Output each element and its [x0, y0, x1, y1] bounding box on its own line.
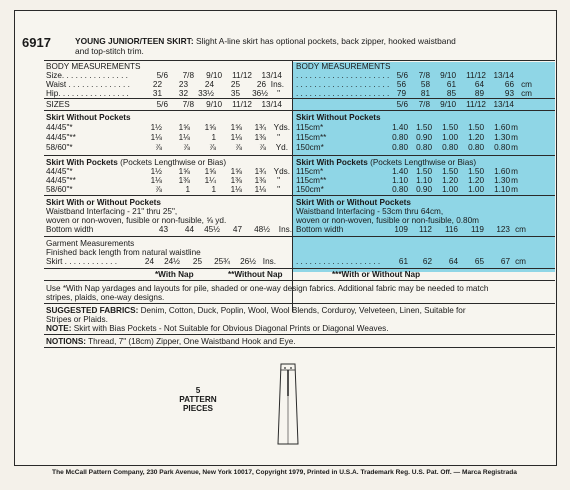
skirt-with-or-without-metric-heading: Skirt With or Without Pockets	[296, 198, 411, 207]
table-cell: 24	[144, 257, 154, 266]
table-cell: 1⅝	[178, 123, 190, 132]
size-row	[136, 71, 282, 80]
table-cell: 24½	[164, 257, 180, 266]
bottom-width-metric-row	[376, 225, 526, 234]
bottom-width-metric-label: Bottom width	[296, 225, 344, 234]
table-cell: m	[511, 133, 518, 142]
table-cell: 0.80	[392, 133, 408, 142]
meterage-row	[376, 123, 518, 132]
size-cell: 11/12	[232, 71, 252, 80]
sizes-row-left	[136, 100, 282, 109]
table-cell: 58	[420, 80, 430, 89]
dots: . . . . . . . . . . . . . . . . . . . . .	[296, 71, 390, 80]
rule	[44, 347, 555, 348]
table-cell: 1.40	[392, 167, 408, 176]
table-cell: 1¼	[204, 176, 216, 185]
interfacing-metric-line-2: woven or non-woven, fusible or non-fusible, 0.80m	[296, 216, 479, 225]
table-cell: cm	[521, 89, 532, 98]
yardage-row	[136, 143, 288, 152]
text-fragment: (Pockets Lengthwise or Bias)	[367, 158, 477, 167]
table-cell: 1.60	[494, 167, 510, 176]
yardage-row	[136, 185, 280, 194]
body-measurements-metric-heading: BODY MEASUREMENTS	[296, 62, 391, 71]
legend-with-nap: *With Nap	[155, 270, 194, 279]
hip-cell: 35	[230, 89, 240, 98]
size-label: Size. . . . . . . . . . . . . . .	[46, 71, 128, 80]
table-cell: 85	[446, 89, 456, 98]
table-cell: 64	[448, 257, 458, 266]
suggested-fabrics-line-2: Stripes or Plaids.	[46, 315, 108, 324]
meterage-row	[376, 133, 518, 142]
table-cell: 119	[470, 225, 484, 234]
row-label: 115cm**	[296, 133, 327, 142]
table-cell: 1⅜	[254, 176, 266, 185]
yardage-row	[136, 133, 280, 142]
row-label: 115cm**	[296, 176, 327, 185]
text-fragment: (Pockets Lengthwise or Bias)	[117, 158, 227, 167]
waist-label: Waist . . . . . . . . . . . . . .	[46, 80, 130, 89]
text-fragment: Skirt With Pockets	[46, 158, 118, 167]
size-cell: 5/6	[156, 100, 168, 109]
pieces-label-2: PIECES	[182, 404, 214, 413]
table-cell: ⅞	[155, 185, 162, 194]
meterage-row	[376, 185, 518, 194]
interfacing-metric-line-1: Waistband Interfacing - 53cm thru 64cm,	[296, 207, 444, 216]
table-top-rule	[44, 60, 555, 61]
table-cell: 1.50	[442, 167, 458, 176]
table-cell: 66	[504, 80, 514, 89]
rule	[44, 268, 555, 269]
table-cell: 1.20	[468, 176, 484, 185]
table-cell: 109	[394, 225, 408, 234]
row-label: 150cm*	[296, 143, 324, 152]
rule	[44, 236, 555, 237]
skirt-back-view-icon	[268, 360, 308, 450]
table-cell: 1½	[150, 123, 162, 132]
table-cell: 1.10	[494, 185, 510, 194]
hip-unit: "	[277, 89, 280, 98]
table-cell: 1.10	[416, 176, 432, 185]
row-label: 44/45"**	[46, 133, 76, 142]
dots: . . . . . . . . . . . . . . . . . . . . .	[296, 80, 390, 89]
table-cell: "	[277, 176, 280, 185]
waist-row-metric	[376, 80, 532, 89]
pattern-number: 6917	[22, 35, 51, 50]
table-cell: Yd.	[275, 143, 288, 152]
table-cell: 1.40	[392, 123, 408, 132]
table-cell: 26½	[240, 257, 256, 266]
row-label: 58/60"*	[46, 185, 73, 194]
legend-with-or-without-nap: ***With or Without Nap	[332, 270, 421, 279]
table-cell: 0.90	[416, 133, 432, 142]
table-cell: ⅞	[183, 143, 190, 152]
suggested-fabrics	[46, 306, 466, 315]
table-cell: 1⅛	[178, 133, 190, 142]
table-cell: cm	[521, 80, 532, 89]
rule	[44, 195, 555, 196]
table-cell: 25¾	[214, 257, 230, 266]
rule	[44, 303, 555, 304]
table-cell: 1¾	[254, 167, 266, 176]
table-cell: 1.00	[442, 133, 458, 142]
size-cell: 13/14	[493, 100, 514, 109]
waist-cell: 23	[178, 80, 188, 89]
table-cell: 1.00	[442, 185, 458, 194]
table-cell: 123	[496, 225, 510, 234]
meterage-row	[376, 176, 518, 185]
waist-row	[136, 80, 284, 89]
table-cell: m	[511, 176, 518, 185]
table-cell: 45½	[204, 225, 220, 234]
size-cell: 11/12	[466, 100, 486, 109]
footer-copyright: The McCall Pattern Company, 230 Park Avenue, New York 10017, Copyright 1979, Printed in U.S.A. Trademark Reg. U.S. Pat. Off. — Marca Registrada	[52, 469, 517, 476]
table-cell: 48½	[254, 225, 270, 234]
table-cell: 1	[211, 133, 216, 142]
table-cell: 25	[192, 257, 202, 266]
size-cell: 9/10	[206, 71, 222, 80]
table-cell: 1⅛	[150, 176, 162, 185]
text-fragment: Skirt With Pockets	[296, 158, 368, 167]
size-row-metric	[376, 71, 514, 80]
text-fragment: Denim, Cotton, Duck, Poplin, Wool, Wool Blends, Corduroy, Velveteen, Linen, Suitable for	[138, 306, 466, 315]
size-cell: 13/14	[261, 71, 282, 80]
meterage-row	[376, 167, 518, 176]
table-cell: Ins.	[262, 257, 276, 266]
table-cell: 13/14	[493, 71, 514, 80]
size-cell: 11/12	[232, 100, 252, 109]
table-cell: ⅞	[235, 143, 242, 152]
pieces-count: 5	[195, 386, 201, 395]
rule	[44, 334, 555, 335]
table-cell: 1⅝	[178, 167, 190, 176]
waist-cell: 26	[256, 80, 266, 89]
skirt-without-pockets-metric-heading: Skirt Without Pockets	[296, 113, 381, 122]
use-note-line-1: Use *With Nap yardages and layouts for pile, shaded or one-way design fabrics. Additional fabric may be needed to match	[46, 284, 489, 293]
table-cell: 1	[211, 185, 216, 194]
table-cell: 81	[420, 89, 430, 98]
size-cell: 5/6	[396, 100, 408, 109]
table-cell: 1.20	[442, 176, 458, 185]
row-label: 115cm*	[296, 167, 324, 176]
table-cell: 44	[184, 225, 194, 234]
description-line-1: Slight A-line skirt has optional pockets, back zipper, hooked waistband	[193, 36, 456, 46]
waist-cell: 25	[230, 80, 240, 89]
hip-row-metric	[376, 89, 532, 98]
yardage-row	[136, 167, 290, 176]
size-cell: 5/6	[156, 71, 168, 80]
table-cell: 112	[418, 225, 432, 234]
table-cell: 0.90	[416, 185, 432, 194]
interfacing-line-1: Waistband Interfacing - 21" thru 25",	[46, 207, 178, 216]
pattern-description	[75, 37, 456, 46]
sizes-row-right	[376, 100, 514, 109]
rule	[44, 98, 555, 99]
hip-cell: 32	[178, 89, 188, 98]
text-fragment: NOTIONS:	[46, 337, 87, 346]
table-cell: 0.80	[392, 185, 408, 194]
row-label: 150cm*	[296, 185, 324, 194]
table-cell: 1.10	[392, 176, 408, 185]
skirt-with-pockets-metric-heading	[296, 158, 476, 167]
row-label: 44/45"*	[46, 167, 73, 176]
waist-cell: 24	[204, 80, 214, 89]
table-cell: 93	[504, 89, 514, 98]
waist-cell: 22	[152, 80, 162, 89]
row-label: 115cm*	[296, 123, 324, 132]
table-cell: 1.50	[442, 123, 458, 132]
table-cell: 1⅝	[230, 123, 242, 132]
dots: . . . . . . . . . . . . . . . . . . .	[296, 257, 381, 266]
table-cell: 1⅛	[254, 185, 266, 194]
size-cell: 7/8	[418, 100, 430, 109]
table-cell: 1.30	[494, 176, 510, 185]
table-cell: "	[277, 185, 280, 194]
table-cell: m	[511, 123, 518, 132]
table-cell: 0.80	[392, 143, 408, 152]
table-cell: 9/10	[440, 71, 456, 80]
table-cell: 67	[500, 257, 510, 266]
table-cell: 1⅝	[230, 167, 242, 176]
sizes-label: SIZES	[46, 100, 70, 109]
text-fragment: NOTE:	[46, 324, 72, 333]
table-cell: 7/8	[418, 71, 430, 80]
body-measurements-heading: BODY MEASUREMENTS	[46, 62, 141, 71]
table-cell: 1⅜	[230, 176, 242, 185]
skirt-without-pockets-heading: Skirt Without Pockets	[46, 113, 131, 122]
table-cell: 1⅛	[150, 133, 162, 142]
table-cell: 1.00	[468, 185, 484, 194]
hip-cell: 33½	[198, 89, 214, 98]
notions	[46, 337, 296, 346]
table-cell: 0.80	[442, 143, 458, 152]
table-cell: m	[511, 185, 518, 194]
table-cell: 61	[398, 257, 408, 266]
text-fragment: Thread, 7" (18cm) Zipper, One Waistband Hook and Eye.	[86, 337, 296, 346]
table-cell: m	[511, 167, 518, 176]
skirt-length-metric-row	[376, 257, 526, 266]
text-fragment: Skirt	[46, 257, 63, 266]
skirt-with-pockets-heading	[46, 158, 226, 167]
size-cell: 7/8	[182, 100, 194, 109]
table-cell: 1⅜	[178, 176, 190, 185]
interfacing-line-2: woven or non-woven, fusible or non-fusible, ⅝ yd.	[46, 216, 227, 225]
size-cell: 9/10	[206, 100, 222, 109]
table-cell: ⅞	[209, 143, 216, 152]
skirt-length-row	[128, 257, 276, 266]
table-cell: 1⅛	[230, 185, 242, 194]
rule	[44, 110, 555, 111]
table-cell: 5/6	[396, 71, 408, 80]
size-cell: 13/14	[261, 100, 282, 109]
bias-note	[46, 324, 389, 333]
table-cell: 0.80	[416, 143, 432, 152]
table-cell: Yds.	[273, 123, 290, 132]
table-cell: 0.80	[468, 143, 484, 152]
table-cell: Ins.	[278, 225, 292, 234]
skirt-with-or-without-heading: Skirt With or Without Pockets	[46, 198, 161, 207]
table-cell: 0.80	[494, 143, 510, 152]
garment-measurements-heading: Garment Measurements	[46, 239, 135, 248]
rule	[44, 280, 555, 281]
table-cell: 62	[422, 257, 432, 266]
hip-label: Hip. . . . . . . . . . . . . . . .	[46, 89, 129, 98]
table-cell: 1⅜	[254, 133, 266, 142]
table-cell: 1.20	[468, 133, 484, 142]
legend-without-nap: **Without Nap	[228, 270, 283, 279]
description-line-2: and top-stitch trim.	[75, 46, 144, 56]
skirt-length-label: Skirt . . . . . . . . . . . .	[46, 257, 117, 266]
row-label: 44/45"**	[46, 176, 76, 185]
finished-length-note: Finished back length from natural waistline	[46, 248, 201, 257]
hip-row	[136, 89, 280, 98]
table-cell: 1⅝	[204, 123, 216, 132]
bottom-width-label: Bottom width	[46, 225, 94, 234]
table-cell: 1.50	[468, 123, 484, 132]
table-cell: 1.50	[416, 123, 432, 132]
row-label: 58/60"*	[46, 143, 73, 152]
table-cell: 61	[446, 80, 456, 89]
table-cell: 47	[232, 225, 242, 234]
hip-cell: 36½	[252, 89, 268, 98]
table-cell: 64	[474, 80, 484, 89]
text-fragment: SUGGESTED FABRICS:	[46, 306, 139, 315]
yardage-row	[136, 176, 280, 185]
table-cell: 1.50	[416, 167, 432, 176]
waist-unit: Ins.	[270, 80, 284, 89]
meterage-row	[376, 143, 518, 152]
table-cell: "	[277, 133, 280, 142]
dots: . . . . . . . . . . . . . . . . . . . . .	[296, 89, 390, 98]
table-cell: 1.60	[494, 123, 510, 132]
table-cell: 11/12	[466, 71, 486, 80]
rule	[44, 155, 555, 156]
text-fragment: Skirt with Bias Pockets - Not Suitable for Obvious Diagonal Prints or Diagonal Weaves.	[71, 324, 389, 333]
table-cell: 116	[444, 225, 458, 234]
yardage-row	[136, 123, 290, 132]
size-cell: 9/10	[440, 100, 456, 109]
table-cell: 79	[396, 89, 406, 98]
size-cell: 7/8	[182, 71, 194, 80]
pattern-title: YOUNG JUNIOR/TEEN SKIRT:	[75, 36, 194, 46]
bottom-width-row	[136, 225, 292, 234]
table-cell: m	[511, 143, 518, 152]
table-cell: 1⅝	[204, 167, 216, 176]
table-cell: 1	[185, 185, 190, 194]
table-cell: 1⅛	[230, 133, 242, 142]
table-cell: 65	[474, 257, 484, 266]
table-cell: cm	[515, 257, 526, 266]
pieces-label-1: PATTERN	[179, 395, 217, 404]
row-label: 44/45"*	[46, 123, 73, 132]
table-cell: Yds.	[273, 167, 290, 176]
table-cell: 1.50	[468, 167, 484, 176]
table-cell: 56	[396, 80, 406, 89]
table-cell: cm	[515, 225, 526, 234]
use-note-line-2: stripes, plaids, one-way designs.	[46, 293, 165, 302]
table-cell: 1¾	[254, 123, 266, 132]
table-cell: ⅞	[155, 143, 162, 152]
table-cell: 1.30	[494, 133, 510, 142]
table-cell: 1½	[150, 167, 162, 176]
hip-cell: 31	[152, 89, 162, 98]
table-cell: 89	[474, 89, 484, 98]
table-cell: 43	[158, 225, 168, 234]
table-cell: ⅞	[259, 143, 266, 152]
